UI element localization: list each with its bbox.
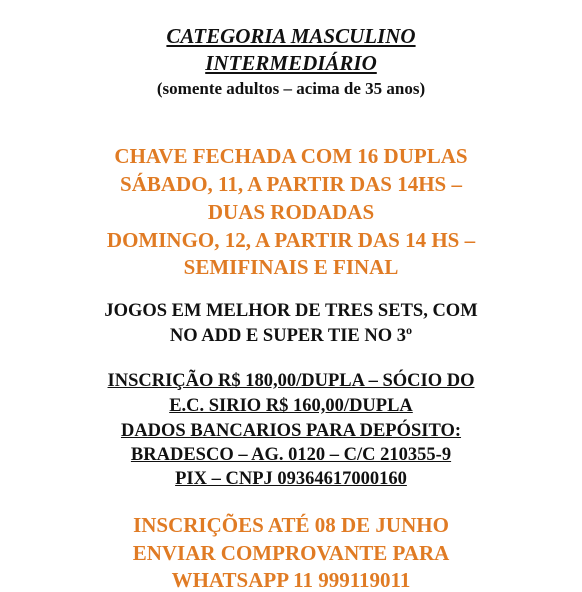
bracket-info: CHAVE FECHADA COM 16 DUPLAS <box>114 144 468 168</box>
age-note: (somente adultos – acima de 35 anos) <box>156 79 426 98</box>
category-title-line-2: INTERMEDIÁRIO <box>205 51 377 75</box>
category-title-line-1: CATEGORIA MASCULINO <box>166 24 416 48</box>
member-fee: E.C. SIRIO R$ 160,00/DUPLA <box>169 396 413 416</box>
sunday-rounds: SEMIFINAIS E FINAL <box>183 255 399 279</box>
bank-details-heading: DADOS BANCARIOS PARA DEPÓSITO: <box>120 421 462 441</box>
bank-account: BRADESCO – AG. 0120 – C/C 210355-9 <box>130 445 452 465</box>
sunday-schedule: DOMINGO, 12, A PARTIR DAS 14 HS – <box>106 228 476 252</box>
saturday-schedule: SÁBADO, 11, A PARTIR DAS 14HS – <box>120 172 462 196</box>
saturday-rounds: DUAS RODADAS <box>207 200 375 224</box>
registration-deadline: INSCRIÇÕES ATÉ 08 DE JUNHO <box>133 513 449 537</box>
send-receipt: ENVIAR COMPROVANTE PARA <box>132 541 450 565</box>
match-format-line-2: NO ADD E SUPER TIE NO 3º <box>169 326 413 346</box>
pix-key: PIX – CNPJ 09364617000160 <box>175 469 407 489</box>
whatsapp-contact: WHATSAPP 11 999119011 <box>171 568 411 592</box>
registration-fee: INSCRIÇÃO R$ 180,00/DUPLA – SÓCIO DO <box>107 371 475 391</box>
match-format-line-1: JOGOS EM MELHOR DE TRES SETS, COM <box>104 301 478 321</box>
